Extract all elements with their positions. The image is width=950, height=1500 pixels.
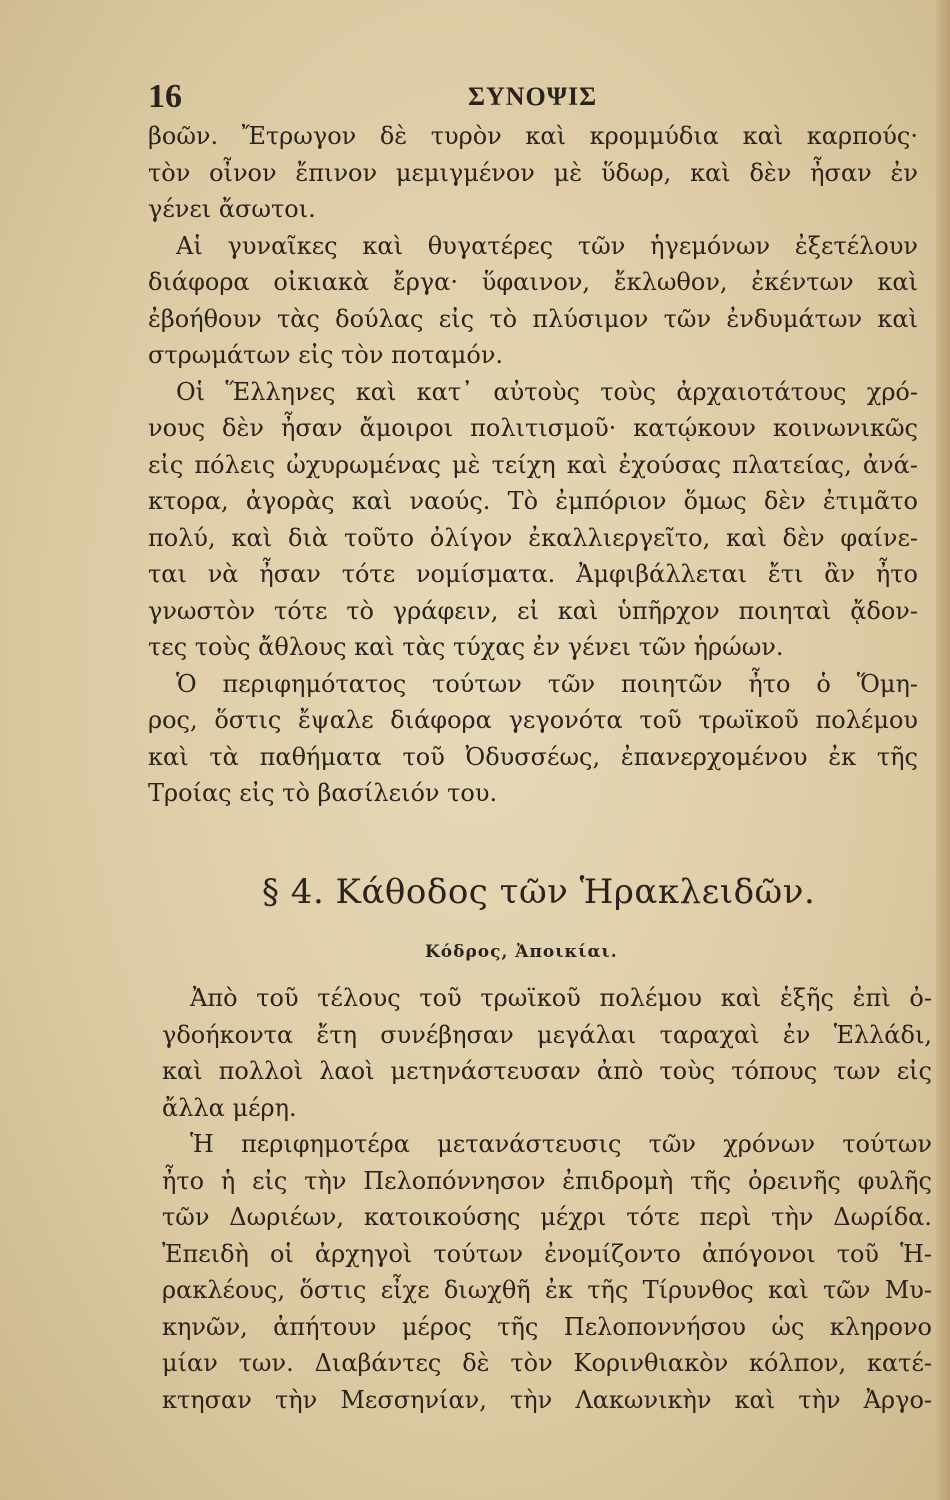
text-line: νους δὲν ἦσαν ἄμοιροι πολιτισμοῦ· κατῴκουν κοινωνικῶς	[148, 414, 918, 442]
text-line: Ὁ περιφημότατος τούτων τῶν ποιητῶν ἦτο ὁ Ὅμη-	[176, 669, 918, 698]
text-line: Οἱ Ἕλληνες καὶ κατ᾽ αὐτοὺς τοὺς ἀρχαιοτάτους χρό-	[176, 377, 918, 406]
section-subheading: Κόδρος, Ἀποικίαι.	[425, 942, 618, 962]
body-text-lower	[162, 980, 932, 1418]
text-line: κτορα, ἀγορὰς καὶ ναούς. Τὸ ἐμπόριον ὅμως δὲν ἐτιμᾶτο	[148, 487, 918, 515]
text-line: ρος, ὅστις ἔψαλε διάφορα γεγονότα τοῦ τρωϊκοῦ πολέμου	[148, 706, 918, 734]
text-line: διάφορα οἰκιακὰ ἔργα· ὕφαινον, ἔκλωθον, ἐκέντων καὶ	[148, 268, 918, 296]
text-line: ται νὰ ἦσαν τότε νομίσματα. Ἀμφιβάλλεται ἔτι ἂν ἦτο	[148, 560, 918, 588]
text-line: ρακλέους, ὅστις εἶχε διωχθῆ ἐκ τῆς Τίρυνθος καὶ τῶν Μυ-	[162, 1276, 932, 1304]
text-line: ἄλλα μέρη.	[162, 1093, 297, 1122]
text-line: μίαν των. Διαβάντες δὲ τὸν Κορινθιακὸν κόλπον, κατέ-	[162, 1349, 932, 1377]
text-line: κτησαν τὴν Μεσσηνίαν, τὴν Λακωνικὴν καὶ τὴν Ἀργο-	[162, 1385, 932, 1414]
text-line: κηνῶν, ἀπήτουν μέρος τῆς Πελοποννήσου ὡς κληρονο	[162, 1312, 932, 1341]
text-line: γένει ἄσωτοι.	[148, 195, 316, 223]
text-line: στρωμάτων εἰς τὸν ποταμόν.	[148, 341, 504, 369]
section-heading: § 4. Κάθοδος τῶν Ἡρακλειδῶν.	[262, 872, 816, 912]
text-line: βοῶν. Ἔτρωγον δὲ τυρὸν καὶ κρομμύδια καὶ καρπούς·	[148, 122, 918, 150]
text-line: καὶ τὰ παθήματα τοῦ Ὀδυσσέως, ἐπανερχομένου ἐκ τῆς	[148, 742, 918, 771]
text-line: Αἱ γυναῖκες καὶ θυγατέρες τῶν ἡγεμόνων ἐξετέλουν	[176, 231, 918, 260]
page-header	[148, 78, 908, 118]
page-number: 16	[148, 78, 182, 115]
text-line: Τροίας εἰς τὸ βασίλειόν του.	[148, 779, 498, 807]
text-line: Ἀπὸ τοῦ τέλους τοῦ τρωϊκοῦ πολέμου καὶ ἑξῆς ἐπὶ ὀ-	[190, 984, 932, 1012]
body-text-upper	[148, 118, 918, 812]
text-line: γνωστὸν τότε τὸ γράφειν, εἰ καὶ ὑπῆρχον ποιηταὶ ᾄδον-	[148, 596, 918, 625]
text-line: τῶν Δωριέων, κατοικούσης μέχρι τότε περὶ τὴν Δωρίδα.	[162, 1203, 932, 1231]
text-line: τὸν οἶνον ἔπινον μεμιγμένον μὲ ὕδωρ, καὶ δὲν ἦσαν ἐν	[148, 158, 918, 187]
page-edge-shadow	[936, 0, 950, 1500]
text-line: εἰς πόλεις ὠχυρωμένας μὲ τείχη καὶ ἐχούσας πλατείας, ἀνά-	[148, 450, 918, 479]
text-line: Ἡ περιφημοτέρα μετανάστευσις τῶν χρόνων τούτων	[190, 1130, 932, 1158]
text-line: ἐβοήθουν τὰς δούλας εἰς τὸ πλύσιμον τῶν ἐνδυμάτων καὶ	[148, 304, 918, 333]
text-line: γδοήκοντα ἔτη συνέβησαν μεγάλαι ταραχαὶ ἐν Ἑλλάδι,	[162, 1020, 932, 1049]
running-title: ΣΥΝΟΨΙΣ	[468, 82, 598, 111]
text-line: τες τοὺς ἄθλους καὶ τὰς τύχας ἐν γένει τῶν ἡρώων.	[148, 633, 784, 661]
text-line: Ἐπειδὴ οἱ ἀρχηγοὶ τούτων ἐνομίζοντο ἀπόγονοι τοῦ Ἡ-	[162, 1239, 932, 1268]
text-line: πολύ, καὶ διὰ τοῦτο ὀλίγον ἐκαλλιεργεῖτο, καὶ δὲν φαίνε-	[148, 523, 918, 552]
text-line: ἦτο ἡ εἰς τὴν Πελοπόννησον ἐπιδρομὴ τῆς ὀρεινῆς φυλῆς	[162, 1166, 932, 1195]
text-line: καὶ πολλοὶ λαοὶ μετηνάστευσαν ἀπὸ τοὺς τόπους των εἰς	[162, 1057, 932, 1085]
